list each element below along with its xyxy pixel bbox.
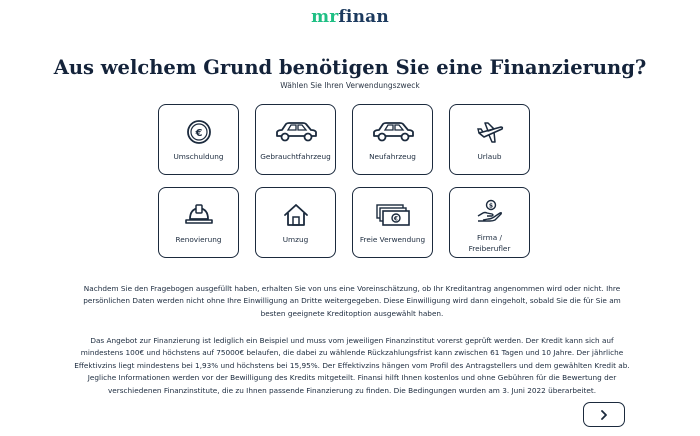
- option-freie-verwendung[interactable]: [352, 187, 433, 258]
- chevron-right-icon: [600, 405, 608, 424]
- option-label: Renovierung: [175, 235, 222, 244]
- brand-logo-part2: finan: [338, 7, 389, 27]
- option-umschuldung[interactable]: [158, 104, 239, 175]
- page-title: Aus welchem Grund benötigen Sie eine Finanzierung?: [53, 56, 647, 79]
- page-subtitle: Wählen Sie Ihren Verwendungszweck: [280, 81, 420, 90]
- brand-logo: [0, 7, 700, 27]
- option-renovierung[interactable]: [158, 187, 239, 258]
- airplane-icon: [450, 119, 529, 145]
- next-button[interactable]: [583, 402, 625, 427]
- brand-logo-part1: mr: [311, 7, 339, 27]
- info-text-questionnaire: Nachdem Sie den Fragebogen ausgefüllt haben, erhalten Sie von uns eine Voreinschätzung, ob Ihr Kreditantrag angenommen wird oder nicht. Ihre persönlichen Daten werden nicht ohne Ihre Einwilligung an Dritte weitergegeben. Diese Einwilligung wird dann eingeholt, sobald Sie die für Sie am besten geeignete Kreditoption ausgewählt haben.: [83, 284, 621, 318]
- banknotes-icon: [353, 202, 432, 228]
- home-icon: [256, 202, 335, 228]
- option-umzug[interactable]: [255, 187, 336, 258]
- option-neufahrzeug[interactable]: [352, 104, 433, 175]
- svg-text:€: €: [195, 128, 202, 139]
- euro-coin-icon: [159, 119, 238, 145]
- svg-text:$: $: [488, 202, 493, 210]
- option-label: Neufahrzeug: [369, 152, 416, 161]
- purpose-options-grid: [158, 104, 531, 259]
- option-label: Gebrauchtfahrzeug: [260, 152, 331, 161]
- car-icon: [256, 119, 335, 145]
- car-icon: [353, 119, 432, 145]
- option-gebrauchtfahrzeug[interactable]: [255, 104, 336, 175]
- info-text-legal: Das Angebot zur Finanzierung ist lediglich ein Beispiel und muss vom jeweiligen Finanzinstitut vorerst geprüft werden. Der Kredit kann sich auf mindestens 100€ und höchstens auf 75000€ belaufen, die dabei zu wählende Rückzahlungsfrist kann zwischen 61 Tagen und 10 Jahre. Der jährliche Effektivzins liegt mindestens bei 1,93% und höchstens bei 15,95%. Der Effektivzins hängen vom Profil des Antragstellers und dem gewählten Kredit ab. Jegliche Informationen werden vor der Bewilligung des Kredits mitgeteilt. Finansi hilft Ihnen kostenlos und ohne Gebühren für die Bewertung der verschiedenen Finanzinstitute, die zu Ihnen passende Finanzierung zu finden. Die Bedingungen wurden am 3. Juni 2022 überarbeitet.: [74, 336, 630, 395]
- option-firma-freiberufler[interactable]: [449, 187, 530, 258]
- option-label: Urlaub: [477, 152, 502, 161]
- option-label: Umzug: [282, 235, 309, 244]
- helmet-icon: [159, 202, 238, 228]
- option-label: Umschuldung: [173, 152, 224, 161]
- option-label: Freie Verwendung: [359, 235, 426, 244]
- svg-text:€: €: [393, 215, 398, 223]
- option-label: Firma / Freiberufler: [468, 233, 511, 253]
- option-urlaub[interactable]: [449, 104, 530, 175]
- hand-money-icon: [450, 198, 529, 224]
